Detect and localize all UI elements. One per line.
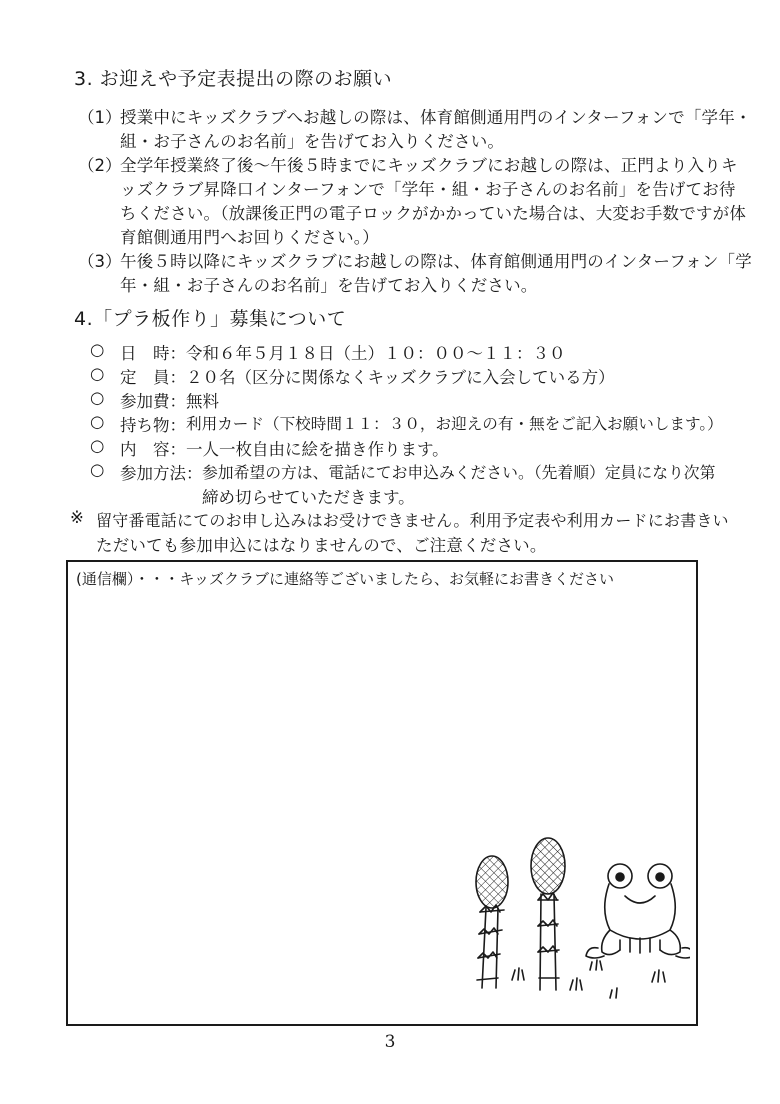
note-line: ただいても参加申込にはなりませんので、ご注意ください。 xyxy=(96,536,547,555)
bullet-circle: ○ xyxy=(90,364,105,383)
grass-tuft xyxy=(652,970,665,982)
sprout-stem-left xyxy=(482,908,498,988)
page-number: 3 xyxy=(384,1032,396,1052)
grass-tuft xyxy=(512,968,524,980)
item-number: （3） xyxy=(78,252,122,271)
item-line: 全学年授業終了後～午後５時までにキッズクラブにお越しの際は、正門より入りキ xyxy=(120,156,738,175)
bullet-circle: ○ xyxy=(90,340,105,359)
item-line: 授業中にキッズクラブへお越しの際は、体育館側通用門のインターフォンで「学年・ xyxy=(120,108,752,127)
detail-label: 参加費： xyxy=(120,392,186,411)
bullet-circle: ○ xyxy=(90,412,105,431)
section-3-heading: 3. お迎えや予定表提出の際のお願い xyxy=(74,68,393,90)
grass-tuft xyxy=(590,960,602,970)
item-number: （2） xyxy=(78,156,122,175)
grass-tuft xyxy=(610,988,617,998)
item-line: 午後５時以降にキッズクラブにお越しの際は、体育館側通用門のインターフォン「学 xyxy=(120,252,752,271)
item-line: 育館側通用門へお回りください。） xyxy=(120,228,379,247)
tsukushi-frog-illustration xyxy=(460,830,690,1000)
note-line: 留守番電話にてのお申し込みはお受けできません。利用予定表や利用カードにお書きい xyxy=(96,511,729,530)
frog xyxy=(586,864,690,958)
item-line: 年・組・お子さんのお名前」を告げてお入りください。 xyxy=(120,276,538,295)
bullet-circle: ○ xyxy=(90,436,105,455)
sprout-stem-right xyxy=(540,894,556,990)
detail-value-continued: 締め切らせていただきます。 xyxy=(202,488,415,507)
communication-box-label: (通信欄）・・・キッズクラブに連絡等ございましたら、お気軽にお書きください xyxy=(76,570,615,588)
detail-label: 持ち物： xyxy=(120,416,186,435)
item-line: ちください。（放課後正門の電子ロックがかかっていた場合は、大変お手数ですが体 xyxy=(120,204,747,223)
bullet-circle: ○ xyxy=(90,460,105,479)
grass-tuft xyxy=(570,978,582,990)
item-number: （1） xyxy=(78,108,122,127)
detail-value: 利用カード（下校時間１１：３０，お迎えの有・無をご記入お願いします。） xyxy=(186,415,723,433)
detail-value: 一人一枚自由に絵を描き作ります。 xyxy=(186,440,449,459)
sprout-head-left xyxy=(476,856,508,908)
detail-label: 日 時： xyxy=(120,344,186,363)
item-line: ッズクラブ昇降口インターフォンで「学年・組・お子さんのお名前」を告げてお待 xyxy=(120,180,736,199)
bullet-circle: ○ xyxy=(90,388,105,407)
detail-value: ２０名（区分に関係なくキッズクラブに入会している方） xyxy=(186,368,615,387)
detail-value: 無料 xyxy=(186,392,219,411)
item-line: 組・お子さんのお名前」を告げてお入りください。 xyxy=(120,132,505,151)
detail-label: 内 容： xyxy=(120,440,186,459)
note-mark: ※ xyxy=(70,508,84,527)
section-4-heading: 4.「プラ板作り」募集について xyxy=(74,308,347,330)
detail-label: 定 員： xyxy=(120,368,186,387)
detail-value: 令和６年５月１８日（土）１０：００～１１：３０ xyxy=(186,344,566,363)
detail-value: 参加希望の方は、電話にてお申込みください。（先着順）定員になり次第 xyxy=(202,463,716,482)
detail-label: 参加方法： xyxy=(120,464,203,483)
sprout-head-right xyxy=(531,838,565,894)
